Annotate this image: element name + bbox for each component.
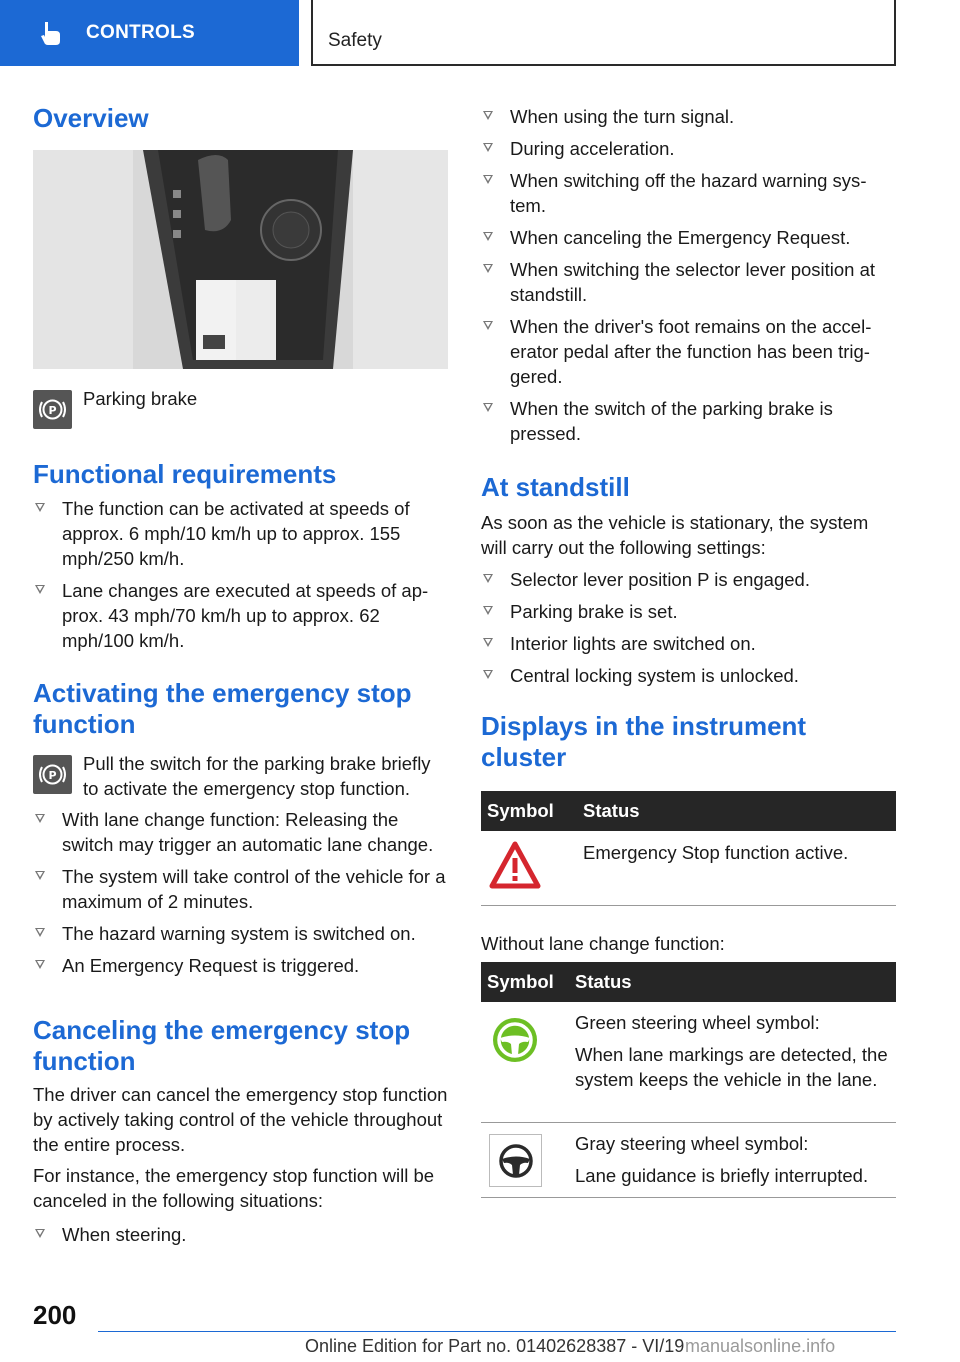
list-item: Parking brake is set. [481,599,896,624]
parking-brake-photo [33,150,448,369]
overview-heading: Overview [33,103,149,133]
canceling-paragraph-1: The driver can cancel the emergency stop function by actively taking control of the vehicle throughout the entire process. [33,1084,448,1155]
column-header-symbol: Symbol [487,971,554,992]
list-item: The hazard warning system is switched on. [33,921,449,946]
hand-pointer-icon [36,18,66,48]
list-item: The system will take control of the vehicle for a maximum of 2 minutes. [33,864,449,914]
activating-list [33,807,449,985]
list-item: Interior lights are switched on. [481,631,896,656]
green-steering-wheel-icon [492,1017,538,1063]
watermark: manualsonline.info [685,1336,836,1356]
list-item: When the switch of the parking brake is pressed. [481,396,896,446]
canceling-list [33,1222,449,1254]
list-item: Selector lever position P is engaged. [481,567,896,592]
edition-text: Online Edition for Part no. 01402628387 - VI/19 [305,1336,685,1356]
displays-heading: Displays in the instrument cluster [481,711,807,772]
list-item: When steering. [33,1222,449,1247]
canceling-heading: Canceling the emergency stop function [33,1015,411,1076]
activating-text: Pull the switch for the parking brake briefly to activate the emergency stop function. [83,753,431,799]
status-text: Emergency Stop function active. [583,842,849,863]
standstill-list [481,567,896,695]
list-item: When switching the selector lever position at standstill. [481,257,896,307]
section-tab-label: CONTROLS [86,22,196,43]
column-header-symbol: Symbol [487,800,554,821]
table-row [481,831,896,906]
section-title-box [311,0,896,66]
status-text-title: Green steering wheel symbol: [575,1012,820,1033]
warning-triangle-icon [489,841,541,889]
without-lane-text: Without lane change function: [481,933,725,954]
list-item: The function can be activated at speeds of approx. 6 mph/10 km/h up to approx. 155 mph/250 km/h. [33,496,449,571]
section-tab [0,0,299,66]
photo-caption: Parking brake [83,388,198,409]
list-item: When the driver's foot remains on the accelerator pedal after the function has been triggered. [481,314,896,389]
svg-text:P: P [48,404,57,417]
parking-brake-caption-block [33,390,72,429]
standstill-text: As soon as the vehicle is stationary, the system will carry out the following settings: [481,512,869,558]
list-item: Lane changes are executed at speeds of approx. 43 mph/70 km/h up to approx. 62 mph/100 km/h. [33,578,449,653]
status-text-description: When lane markings are detected, the system keeps the vehicle in the lane. [575,1044,888,1090]
section-title: Safety [328,30,382,51]
list-item: During acceleration. [481,136,896,161]
activating-icon-block [33,755,72,794]
list-item: Central locking system is unlocked. [481,663,896,688]
list-item: When using the turn signal. [481,104,896,129]
functional-requirements-list [33,496,449,660]
column-header-status: Status [575,971,632,992]
canceling-paragraph-2: For instance, the emergency stop function will be canceled in the following situations: [33,1165,435,1211]
list-item: When switching off the hazard warning system. [481,168,896,218]
page-header [0,0,960,66]
table-header [481,962,896,1002]
functional-requirements-heading: Functional requirements [33,459,337,489]
table-row [481,1123,896,1198]
gray-steering-wheel-icon [494,1139,538,1183]
gray-steering-wheel-box [489,1134,542,1187]
page-number: 200 [33,1300,77,1330]
status-table-2 [481,962,896,1198]
footer-divider [98,1331,896,1332]
activating-heading: Activating the emergency stop function [33,678,412,739]
canceling-list-continued [481,104,896,453]
parking-brake-icon [33,390,72,429]
parking-brake-icon [33,755,72,794]
table-row [481,1002,896,1123]
table-header [481,791,896,831]
column-header-status: Status [583,800,640,821]
list-item: An Emergency Request is triggered. [33,953,449,978]
list-item: When canceling the Emergency Request. [481,225,896,250]
status-text-description: Lane guidance is briefly interrupted. [575,1165,869,1186]
list-item: With lane change function: Releasing the switch may trigger an automatic lane change. [33,807,449,857]
standstill-heading: At standstill [481,472,630,502]
center-console-illustration [33,150,448,369]
svg-text:P: P [48,769,57,782]
status-table-1 [481,791,896,906]
status-text-title: Gray steering wheel symbol: [575,1133,809,1154]
